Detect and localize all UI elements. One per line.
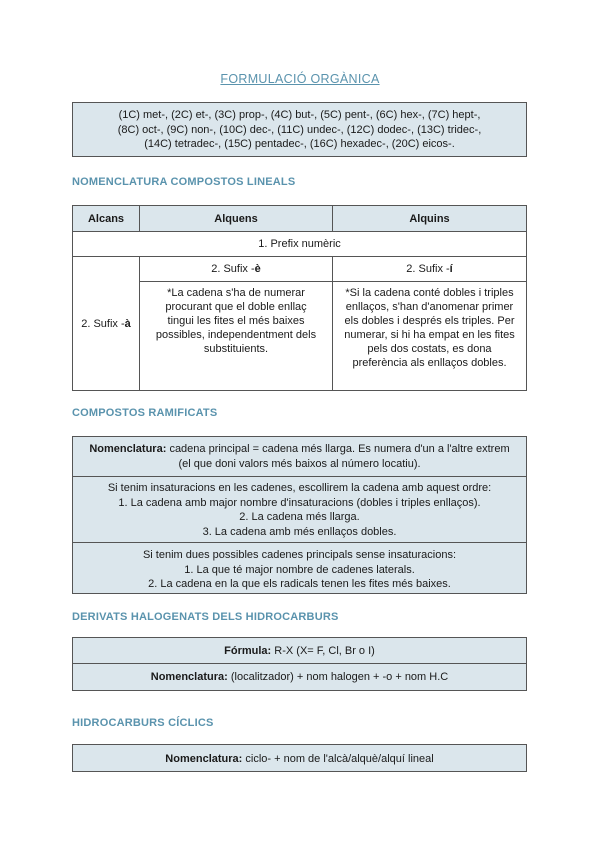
- section-heading-halogen: DERIVATS HALOGENATS DELS HIDROCARBURS: [72, 611, 339, 623]
- header-alcans: Alcans: [73, 206, 140, 232]
- table-row: [73, 282, 527, 391]
- halogen-nomenclature: Nomenclatura: (localitzador) + nom halogen + -o + nom H.C: [72, 664, 527, 691]
- prefix-line: (1C) met-, (2C) et-, (3C) prop-, (4C) but-, (5C) pent-, (6C) hex-, (7C) hept-,: [118, 109, 481, 121]
- section-heading-branched: COMPOSTOS RAMIFICATS: [72, 407, 218, 419]
- unsaturation-rules: Si tenim insaturacions en les cadenes, escollirem la cadena amb aquest ordre: 1. La cadena amb major nombre d'insaturacions (dobles i triples enllaços). 2. La cadena més llarga. 3. La cadena amb més enllaços dobles.: [72, 477, 527, 543]
- linear-nomenclature-table: [72, 205, 527, 391]
- alquens-suffix-cell: 2. Sufix -è: [140, 257, 333, 282]
- list-item: 1. La que té major nombre de cadenes laterals.: [184, 563, 415, 576]
- header-alquens: Alquens: [140, 206, 333, 232]
- alquins-note: *Si la cadena conté dobles i triples enllaços, s'han d'anomenar primer els dobles i després els triples. Per numerar, si hi ha empat en les fites pels dos costats, es dona preferència als enllaços dobles.: [333, 282, 527, 391]
- prefix-box: [72, 102, 527, 157]
- cyclic-nomenclature: Nomenclatura: ciclo- + nom de l'alcà/alquè/alquí lineal: [72, 744, 527, 772]
- section-heading-linear: NOMENCLATURA COMPOSTOS LINEALS: [72, 176, 296, 188]
- table-row: [73, 257, 527, 282]
- saturated-rules: Si tenim dues possibles cadenes principals sense insaturacions: 1. La que té major nombre de cadenes laterals. 2. La cadena en la que els radicals tenen les fites més baixes.: [72, 543, 527, 594]
- list-item: 2. La cadena en la que els radicals tenen les fites més baixes.: [148, 578, 451, 590]
- list-item: 2. La cadena més llarga.: [239, 511, 360, 523]
- list-item: 3. La cadena amb més enllaços dobles.: [202, 525, 397, 538]
- section-heading-cyclic: HIDROCARBURS CÍCLICS: [72, 717, 214, 729]
- prefix-line: (8C) oct-, (9C) non-, (10C) dec-, (11C) undec-, (12C) dodec-, (13C) tridec-,: [117, 123, 482, 136]
- list-item: 1. La cadena amb major nombre d'insaturacions (dobles i triples enllaços).: [118, 496, 481, 509]
- alquins-suffix-cell: 2. Sufix -í: [333, 257, 527, 282]
- table-row: [73, 232, 527, 257]
- cyclic-box: [72, 744, 527, 772]
- halogen-box: [72, 637, 527, 691]
- halogen-formula: Fórmula: R-X (X= F, Cl, Br o I): [72, 637, 527, 664]
- table-header-row: [73, 206, 527, 232]
- header-alquins: Alquins: [333, 206, 527, 232]
- alquens-note: *La cadena s'ha de numerar procurant que el doble enllaç tingui les fites el més baixes possibles, independentment dels substituients.: [140, 282, 333, 391]
- alcans-suffix-cell: 2. Sufix -à: [73, 257, 140, 391]
- branched-nomenclature: Nomenclatura: cadena principal = cadena més llarga. Es numera d'un a l'altre extrem (el que doni valors més baixos al número locatiu).: [72, 436, 527, 477]
- prefix-line: (14C) tetradec-, (15C) pentadec-, (16C) hexadec-, (20C) eicos-.: [144, 138, 455, 150]
- page-title: FORMULACIÓ ORGÀNICA: [220, 72, 380, 86]
- prefix-row: 1. Prefix numèric: [73, 232, 527, 257]
- branched-box: [72, 436, 527, 594]
